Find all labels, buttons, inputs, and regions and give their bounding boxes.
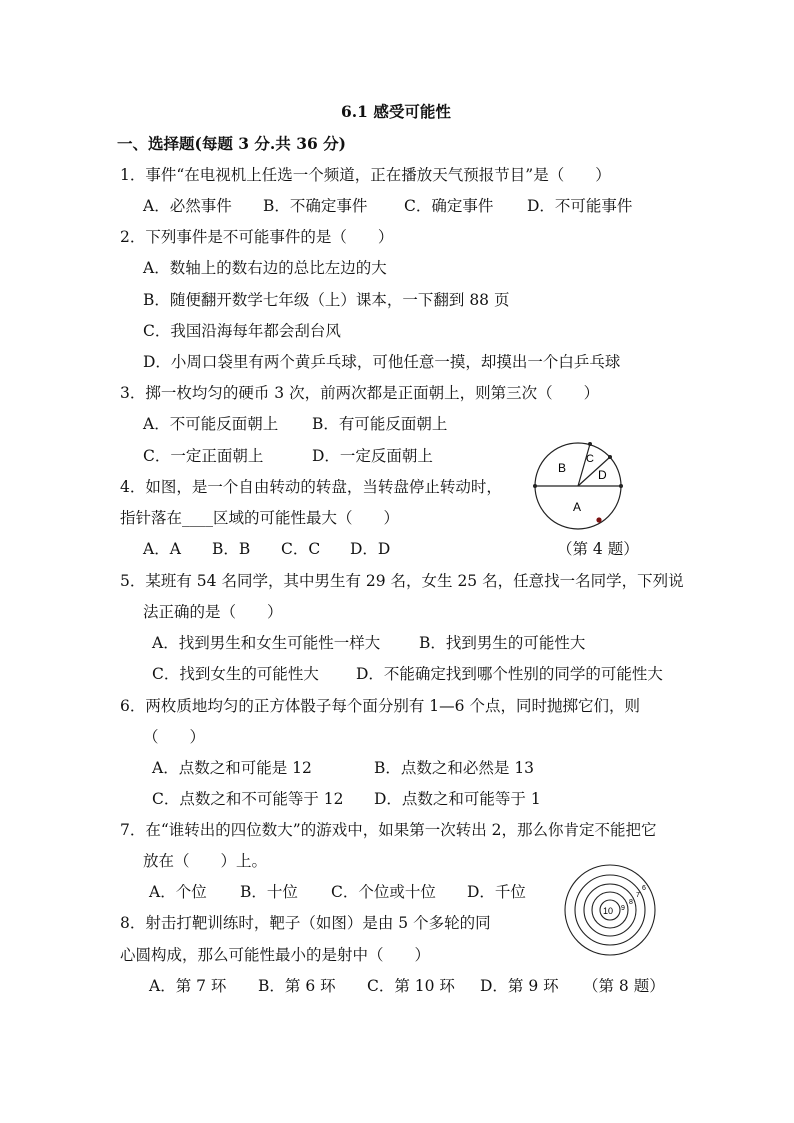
spinner-label-c: C: [586, 453, 594, 465]
question-5-stem-line-2: 法正确的是（ ）: [143, 603, 283, 621]
question-2-option-c: C．我国沿海每年都会刮台风: [143, 322, 341, 340]
question-7-option-a: A．个位: [149, 883, 207, 901]
question-7-stem-line-2: 放在（ ）上。: [143, 852, 268, 870]
target-ring-9: 9: [621, 905, 625, 912]
question-8-option-a: A．第 7 环: [149, 977, 227, 995]
question-8-option-c: C．第 10 环: [367, 977, 455, 995]
question-8-stem-line-2: 心圆构成，那么可能性最小的是射中（ ）: [120, 946, 431, 964]
question-3-option-c: C．一定正面朝上: [143, 447, 264, 465]
question-1-option-a: A．必然事件: [143, 197, 232, 215]
target-ring-10: 10: [603, 906, 614, 916]
target-figure: [562, 862, 658, 958]
question-6-stem-line-2: （ ）: [143, 728, 206, 746]
spinner-label-a: A: [573, 500, 582, 514]
question-1-option-b: B．不确定事件: [263, 197, 368, 215]
question-7-option-b: B．十位: [240, 883, 298, 901]
question-4-stem-line-2: 指针落在____区域的可能性最大（ ）: [120, 509, 400, 527]
target-ring-6: 6: [642, 885, 646, 892]
question-8-option-d: D．第 9 环: [480, 977, 559, 995]
question-3-stem: 3．掷一枚均匀的硬币 3 次，前两次都是正面朝上，则第三次（ ）: [120, 384, 600, 402]
question-4-option-a: A．A: [143, 540, 181, 558]
question-3-option-b: B．有可能反面朝上: [312, 415, 448, 433]
question-2-stem: 2．下列事件是不可能事件的是（ ）: [120, 228, 394, 246]
target-ring-7: 7: [636, 892, 640, 899]
figure-8-caption: （第 8 题）: [583, 977, 665, 995]
question-2-option-d: D．小周口袋里有两个黄乒乓球，可他任意一摸，却摸出一个白乒乓球: [143, 353, 621, 371]
question-4-option-b: B．B: [212, 540, 251, 558]
question-1-option-c: C．确定事件: [404, 197, 494, 215]
page-title: 6.1 感受可能性: [341, 102, 451, 121]
spinner-label-d: D: [598, 468, 607, 482]
question-4-option-c: C．C: [281, 540, 321, 558]
question-2-option-b: B．随便翻开数学七年级（上）课本，一下翻到 88 页: [143, 291, 510, 309]
question-2-option-a: A．数轴上的数右边的总比左边的大: [143, 259, 387, 277]
question-7-option-c: C．个位或十位: [331, 883, 436, 901]
question-7-option-d: D．千位: [467, 883, 526, 901]
section-heading: 一、选择题(每题 3 分.共 36 分): [117, 134, 347, 153]
spinner-label-b: B: [558, 461, 567, 475]
figure-4-caption: （第 4 题）: [557, 540, 639, 558]
question-5-option-b: B．找到男生的可能性大: [419, 634, 586, 652]
question-8-option-b: B．第 6 环: [258, 977, 336, 995]
question-5-option-a: A．找到男生和女生可能性一样大: [152, 634, 381, 652]
question-6-stem-line-1: 6．两枚质地均匀的正方体骰子每个面分别有 1—6 个点，同时抛掷它们，则: [120, 697, 640, 715]
question-6-option-c: C．点数之和不可能等于 12: [152, 790, 344, 808]
question-4-option-d: D．D: [350, 540, 391, 558]
question-6-option-d: D．点数之和可能等于 1: [374, 790, 541, 808]
question-1-stem: 1．事件“在电视机上任选一个频道，正在播放天气预报节目”是（ ）: [120, 166, 611, 184]
question-7-stem-line-1: 7．在“谁转出的四位数大”的游戏中，如果第一次转出 2，那么你肯定不能把它: [120, 821, 657, 839]
question-5-option-d: D．不能确定找到哪个性别的同学的可能性大: [356, 665, 663, 683]
question-8-stem-line-1: 8．射击打靶训练时，靶子（如图）是由 5 个多轮的同: [120, 914, 491, 932]
spinner-figure: [530, 438, 626, 534]
question-6-option-b: B．点数之和必然是 13: [374, 759, 535, 777]
question-6-option-a: A．点数之和可能是 12: [152, 759, 312, 777]
question-5-stem-line-1: 5．某班有 54 名同学，其中男生有 29 名，女生 25 名，任意找一名同学，下列说: [120, 572, 684, 590]
target-ring-8: 8: [629, 899, 633, 906]
question-3-option-d: D．一定反面朝上: [312, 447, 433, 465]
question-5-option-c: C．找到女生的可能性大: [152, 665, 319, 683]
question-3-option-a: A．不可能反面朝上: [143, 415, 279, 433]
question-4-stem-line-1: 4．如图，是一个自由转动的转盘，当转盘停止转动时，: [120, 478, 502, 496]
question-1-option-d: D．不可能事件: [527, 197, 633, 215]
